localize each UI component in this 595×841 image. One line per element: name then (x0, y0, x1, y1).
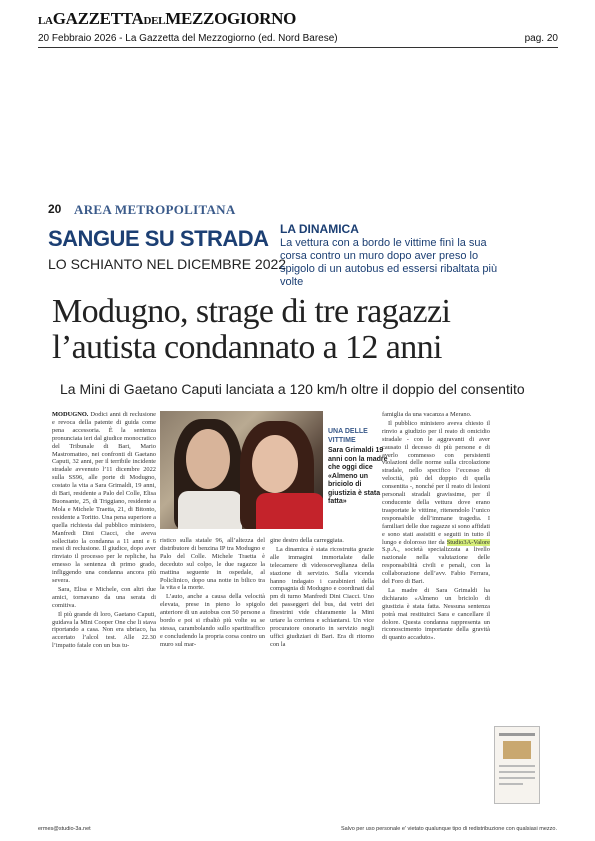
paragraph: L’auto, anche a causa della velocità elevata, prese in pieno lo spigolo anteriore di un autobus con 50 persone a bordo e poi si ribaltò più volte su se stessa, carambolando sullo spartitraffico e concludendo la propria corsa contro un muro sul mar- (160, 593, 265, 648)
caption-text: Sara Grimaldi 19 anni con la madre che oggi dice «Almeno un briciolo di giustizia è stata fatta» (328, 447, 388, 505)
masthead-mid: DEL (143, 15, 166, 27)
photo-caption (328, 428, 390, 507)
dynamics-title: LA DINAMICA (280, 222, 359, 236)
dynamics-text: La vettura con a bordo le vittime finì la sua corsa contro un muro dopo aver preso lo spigolo di un autobus ed essersi ribaltata più volte (280, 237, 498, 288)
masthead-prefix: LA (38, 15, 53, 27)
article-column-3 (270, 537, 374, 811)
paragraph (382, 420, 490, 586)
paragraph: Sara, Elisa e Michele, con altri due amici, tornavano da una serata di comitiva. (52, 585, 156, 609)
page-number: pag. 20 (524, 33, 558, 44)
page-thumbnail (494, 726, 540, 804)
headline (52, 294, 512, 366)
paragraph: Dodici anni di reclusione e revoca della patente di guida come pena accessoria. È la sentenza pronunciata ieri dal giudice monocratico del Tribunale di Bari, Mario Mastromatteo, nei confronti di Gaetano Caputi, 32 anni, per il terribile incidente stradale avvenuto l’11 dicembre 2022 sulla SS96, alle porte di Modugno, costato la vita a Sara Grimaldi, 19 anni, di Bari, residente a Palo del Colle, Elisa Buonsante, 25, di Triggiano, residente a Mola e Michele Traetta, 21, di Bitonto, residente a Toritto. Una pena superiore a quella richiesta dal pubblico ministero, Manfredi Dini Ciacci, che aveva sollecitato la condanna a 11 anni e 6 mesi di reclusione. Il giudice, dopo aver rinviato il processo per le repliche, ha emesso la sentenza di primo grado, infliggendo una condanna ancora più severa. (52, 411, 156, 585)
section-title: AREA METROPOLITANA (74, 202, 236, 217)
masthead-name: GAZZETTA (52, 9, 144, 28)
section-number: 20 (48, 202, 62, 216)
paragraph-part: S.p.A., società specializzata a livello nazionale nella valutazione delle responsabilità civili e penali, con la collaborazione dell’avv. Fabio Ferrara, del Foro di Bari. (382, 546, 490, 586)
date-line (38, 33, 558, 44)
header-divider (38, 47, 558, 48)
paragraph: gine destro della carreggiata. (270, 537, 344, 544)
headline-line-2: l’autista condannato a 12 anni (52, 329, 442, 366)
date-line-text: 20 Febbraio 2026 - La Gazzetta del Mezzogiorno (ed. Nord Barese) (38, 33, 338, 44)
caption-title: UNA DELLE VITTIME (328, 428, 368, 444)
highlighted-name: Studio3A-Valore (446, 538, 490, 546)
paragraph: famiglia da una vacanza a Merano. (382, 411, 472, 418)
paragraph-part: Il pubblico ministero aveva chiesto il rinvio a giudizio per il reato di omicidio stradale - con le aggravanti di aver causato il decesso di più persone e di averlo commesso con persistenti violazioni delle norme sulla circolazione stradale, nello specifico l’eccesso di velocità, più del doppio di quella consentita -, nonché per il reato di lesioni personali stradali gravissime, per il conducente della vettura dove erano trasportate le vittime, ritenendolo l’unico responsabile dell’immane tragedia. I familiari delle due ragazze si sono affidati e sono stati assistiti e seguiti in tutto il lungo e doloroso iter da (382, 419, 490, 546)
headline-line-1: Modugno, strage di tre ragazzi (52, 293, 451, 330)
victim-photo (160, 411, 323, 529)
article-column-1 (52, 411, 156, 811)
kicker-subtitle: LO SCHIANTO NEL DICEMBRE 2022 (48, 256, 287, 272)
paragraph: La dinamica è stata ricostruita grazie alle immagini immortalate dalle telecamere di videosorveglianza della stazione di servizio. Sulla vicenda hanno indagato i carabinieri della compagnia di Modugno e coordinati dal pm di turno Manfredi Dini Ciacci. Uno dei passeggeri del bus, dai vetri dei finestrini vide chiaramente la Mini urtare la corriera e schiantarsi. Un vice procuratore onorario in servizio negli uffici giudiziari di Bari. Era di ritorno con la (270, 545, 374, 648)
article-column-2 (160, 537, 265, 811)
masthead-name2: MEZZOGIORNO (165, 9, 297, 28)
newspaper-masthead (38, 9, 296, 29)
article-column-4 (382, 411, 490, 811)
footer-disclaimer: Salvo per uso personale e' vietato qualunque tipo di redistribuzione con qualsiasi mezzo. (341, 826, 557, 832)
footer-email: ermes@studio-3a.net (38, 826, 91, 832)
dateline: MODUGNO. (52, 411, 89, 418)
subheadline: La Mini di Gaetano Caputi lanciata a 120 km/h oltre il doppio del consentito (60, 381, 525, 397)
paragraph: La madre di Sara Grimaldi ha dichiarato «Almeno un briciolo di giustizia è stata fatta. Nessuna sentenza potrà mai restituirci Sara e cancellare il dolore. Questa condanna rappresenta un riconoscimento importante della gravità di quanto accaduto». (382, 586, 490, 642)
kicker: SANGUE SU STRADA (48, 226, 269, 251)
paragraph: Il più grande di loro, Gaetano Caputi, guidava la Mini Cooper One che li stava riportando a casa. Non era ubriaco, ha accertato l’alcol test. Alle 22.30 l’impatto fatale con un bus tu- (52, 610, 156, 650)
paragraph: ristico sulla statale 96, all’altezza del distributore di benzina IP tra Modugno e Palo del Colle. Michele Traetta è deceduto sul colpo, le due ragazze la mattina seguente in ospedale, al Policlinico, dopo una notte in bilico tra la vita e la morte. (160, 537, 265, 592)
